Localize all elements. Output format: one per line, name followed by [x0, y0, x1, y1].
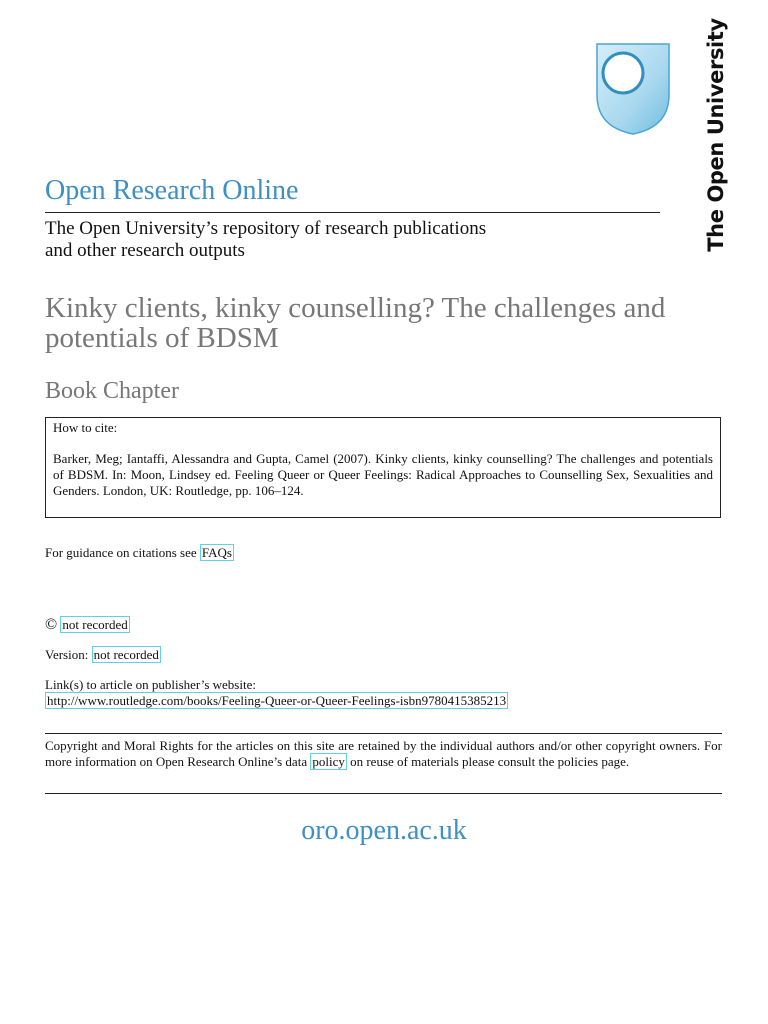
citation-label: How to cite:: [53, 420, 118, 435]
version-label: Version:: [45, 647, 89, 662]
rights-top-divider: [45, 733, 722, 734]
subtitle-line-2: and other research outputs: [45, 240, 245, 261]
rights-text-after: on reuse of materials please consult the policies page.: [350, 754, 630, 769]
faqs-link[interactable]: FAQs: [201, 545, 232, 560]
open-university-wordmark: The Open University: [704, 18, 728, 252]
guidance-text: For guidance on citations see: [45, 545, 197, 560]
citation-box: [45, 417, 721, 518]
repository-url[interactable]: [0, 815, 768, 847]
publisher-links-label: Link(s) to article on publisher’s website:: [45, 677, 256, 692]
copyright-value-link[interactable]: not recorded: [62, 617, 128, 632]
citation-text: Barker, Meg; Iantaffi, Alessandra and Gupta, Camel (2007). Kinky clients, kinky counselling? The challenges and potentials of BDSM. In: Moon, Lindsey ed. Feeling Queer or Queer Feelings: Radical Approaches to Counselling Sex, Sexualities and Genders. London, UK: Routledge, pp. 106–124.: [53, 451, 713, 498]
version-value-link[interactable]: not recorded: [93, 647, 159, 662]
site-title: Open Research Online: [45, 175, 299, 206]
publisher-url-link[interactable]: http://www.routledge.com/books/Feeling-Queer-or-Queer-Feelings-isbn9780415385213: [47, 693, 507, 708]
rights-bottom-divider: [45, 793, 722, 794]
paper-title: Kinky clients, kinky counselling? The challenges and potentials of BDSM: [45, 292, 666, 354]
rights-text-before: Copyright and Moral Rights for the articles on this site are retained by the individual authors and/or other copyright owners. For more information on Open Research Online’s data: [45, 738, 722, 769]
copyright-line: [45, 617, 130, 633]
repository-subtitle: [45, 218, 605, 262]
open-university-shield-logo: [596, 43, 670, 135]
guidance-line: [45, 545, 234, 561]
subtitle-line-1: The Open University’s repository of research publications: [45, 218, 487, 239]
copyright-symbol: ©: [45, 616, 58, 633]
repository-url-text[interactable]: oro.open.ac.uk: [301, 815, 467, 846]
policy-link[interactable]: policy: [312, 754, 345, 769]
header-divider: [45, 212, 660, 213]
version-line: [45, 647, 161, 663]
paper-type: Book Chapter: [45, 378, 179, 404]
publisher-links: [45, 677, 508, 709]
rights-notice: [45, 738, 722, 770]
